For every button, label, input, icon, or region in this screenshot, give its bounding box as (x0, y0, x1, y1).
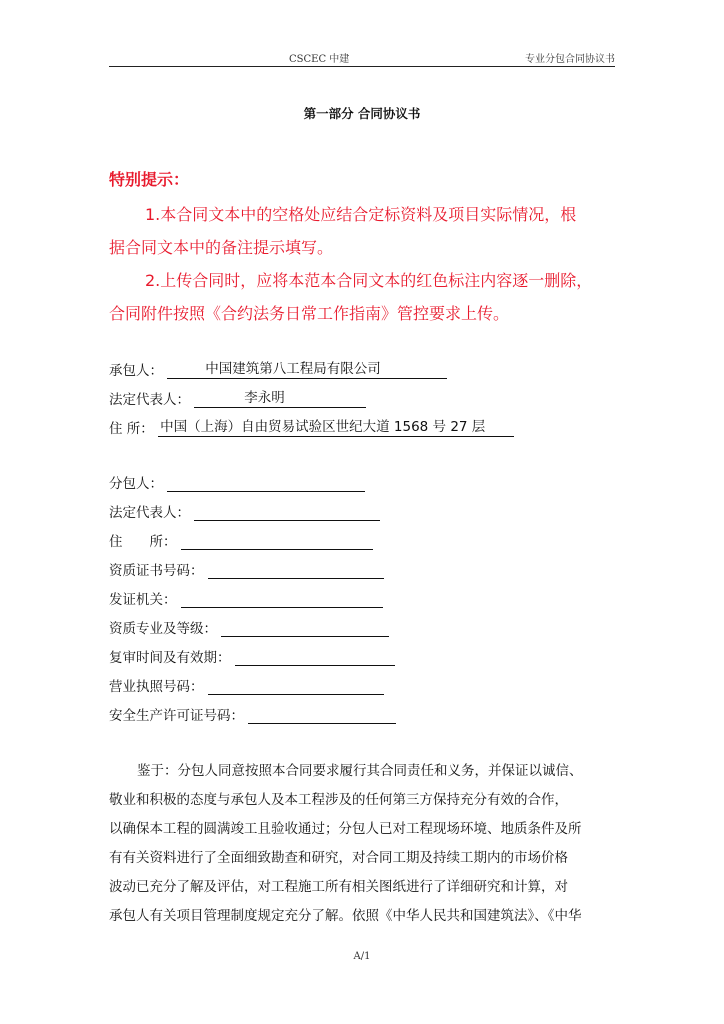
header-company: CSCEC 中建 (289, 54, 350, 65)
sub-rep-line (194, 503, 380, 521)
sub-review-field (109, 646, 395, 666)
sub-name-line (167, 474, 365, 492)
sub-safety-label: 安全生产许可证号码： (109, 708, 244, 724)
sub-review-line (235, 648, 395, 666)
sub-address-field (109, 530, 373, 550)
notice-title: 特别提示： (109, 170, 190, 189)
header-doc-title: 专业分包合同协议书 (525, 54, 615, 65)
contractor-rep-line (194, 390, 366, 408)
body-line-6: 承包人有关项目管理制度规定充分了解。依照《中华人民共和国建筑法》、《中华 (109, 908, 582, 924)
contractor-rep-field (109, 388, 366, 408)
body-line-5: 波动已充分了解及评估，对工程施工所有相关图纸进行了详细研究和计算，对 (109, 879, 568, 895)
part-title: 第一部分 合同协议书 (303, 106, 421, 121)
sub-cert-line (208, 561, 384, 579)
sub-address-line (181, 532, 373, 550)
sub-license-line (208, 677, 384, 695)
sub-grade-field (109, 617, 389, 637)
sub-license-label: 营业执照号码： (109, 679, 204, 695)
contractor-address-line (158, 419, 514, 437)
contractor-rep-label: 法定代表人： (109, 392, 190, 408)
sub-grade-line (221, 619, 389, 637)
contractor-name-value: 中国建筑第八工程局有限公司 (205, 361, 381, 377)
contractor-address-field (109, 417, 514, 437)
sub-safety-field (109, 704, 396, 724)
contractor-name-label: 承包人： (109, 363, 163, 379)
body-line-2: 敬业和积极的态度与承包人及本工程涉及的任何第三方保持充分有效的合作， (109, 792, 568, 808)
sub-issuer-label: 发证机关： (109, 592, 177, 608)
sub-rep-label: 法定代表人： (109, 505, 190, 521)
contractor-address-value: 中国（上海）自由贸易试验区世纪大道 1568 号 27 层 (160, 419, 486, 435)
sub-safety-line (248, 706, 396, 724)
body-line-1: 鉴于：分包人同意按照本合同要求履行其合同责任和义务，并保证以诚信、 (137, 763, 583, 779)
notice-line-1b: 据合同文本中的备注提示填写。 (109, 238, 334, 257)
sub-license-field (109, 675, 384, 695)
page-number: A/1 (353, 951, 371, 962)
sub-review-label: 复审时间及有效期： (109, 650, 231, 666)
page-header (109, 50, 615, 66)
body-line-3: 以确保本工程的圆满竣工且验收通过；分包人已对工程现场环境、地质条件及所 (109, 821, 582, 837)
contractor-address-label: 住 所： (109, 421, 154, 437)
notice-line-2a: 2.上传合同时，应将本范本合同文本的红色标注内容逐一删除， (145, 271, 593, 290)
sub-issuer-line (181, 590, 383, 608)
contractor-rep-value: 李永明 (244, 390, 285, 406)
contractor-name-line (167, 361, 447, 379)
sub-issuer-field (109, 588, 383, 608)
body-line-4: 有有关资料进行了全面细致勘查和研究，对合同工期及持续工期内的市场价格 (109, 850, 568, 866)
sub-cert-field (109, 559, 384, 579)
sub-cert-label: 资质证书号码： (109, 563, 204, 579)
notice-line-2b: 合同附件按照《合约法务日常工作指南》管控要求上传。 (109, 304, 510, 323)
header-divider (109, 66, 615, 67)
sub-grade-label: 资质专业及等级： (109, 621, 217, 637)
sub-rep-field (109, 501, 380, 521)
notice-line-1a: 1.本合同文本中的空格处应结合定标资料及项目实际情况，根 (145, 205, 577, 224)
sub-name-label: 分包人： (109, 476, 163, 492)
contractor-name-field (109, 359, 447, 379)
sub-name-field (109, 472, 365, 492)
sub-address-label: 住 所： (109, 534, 177, 550)
